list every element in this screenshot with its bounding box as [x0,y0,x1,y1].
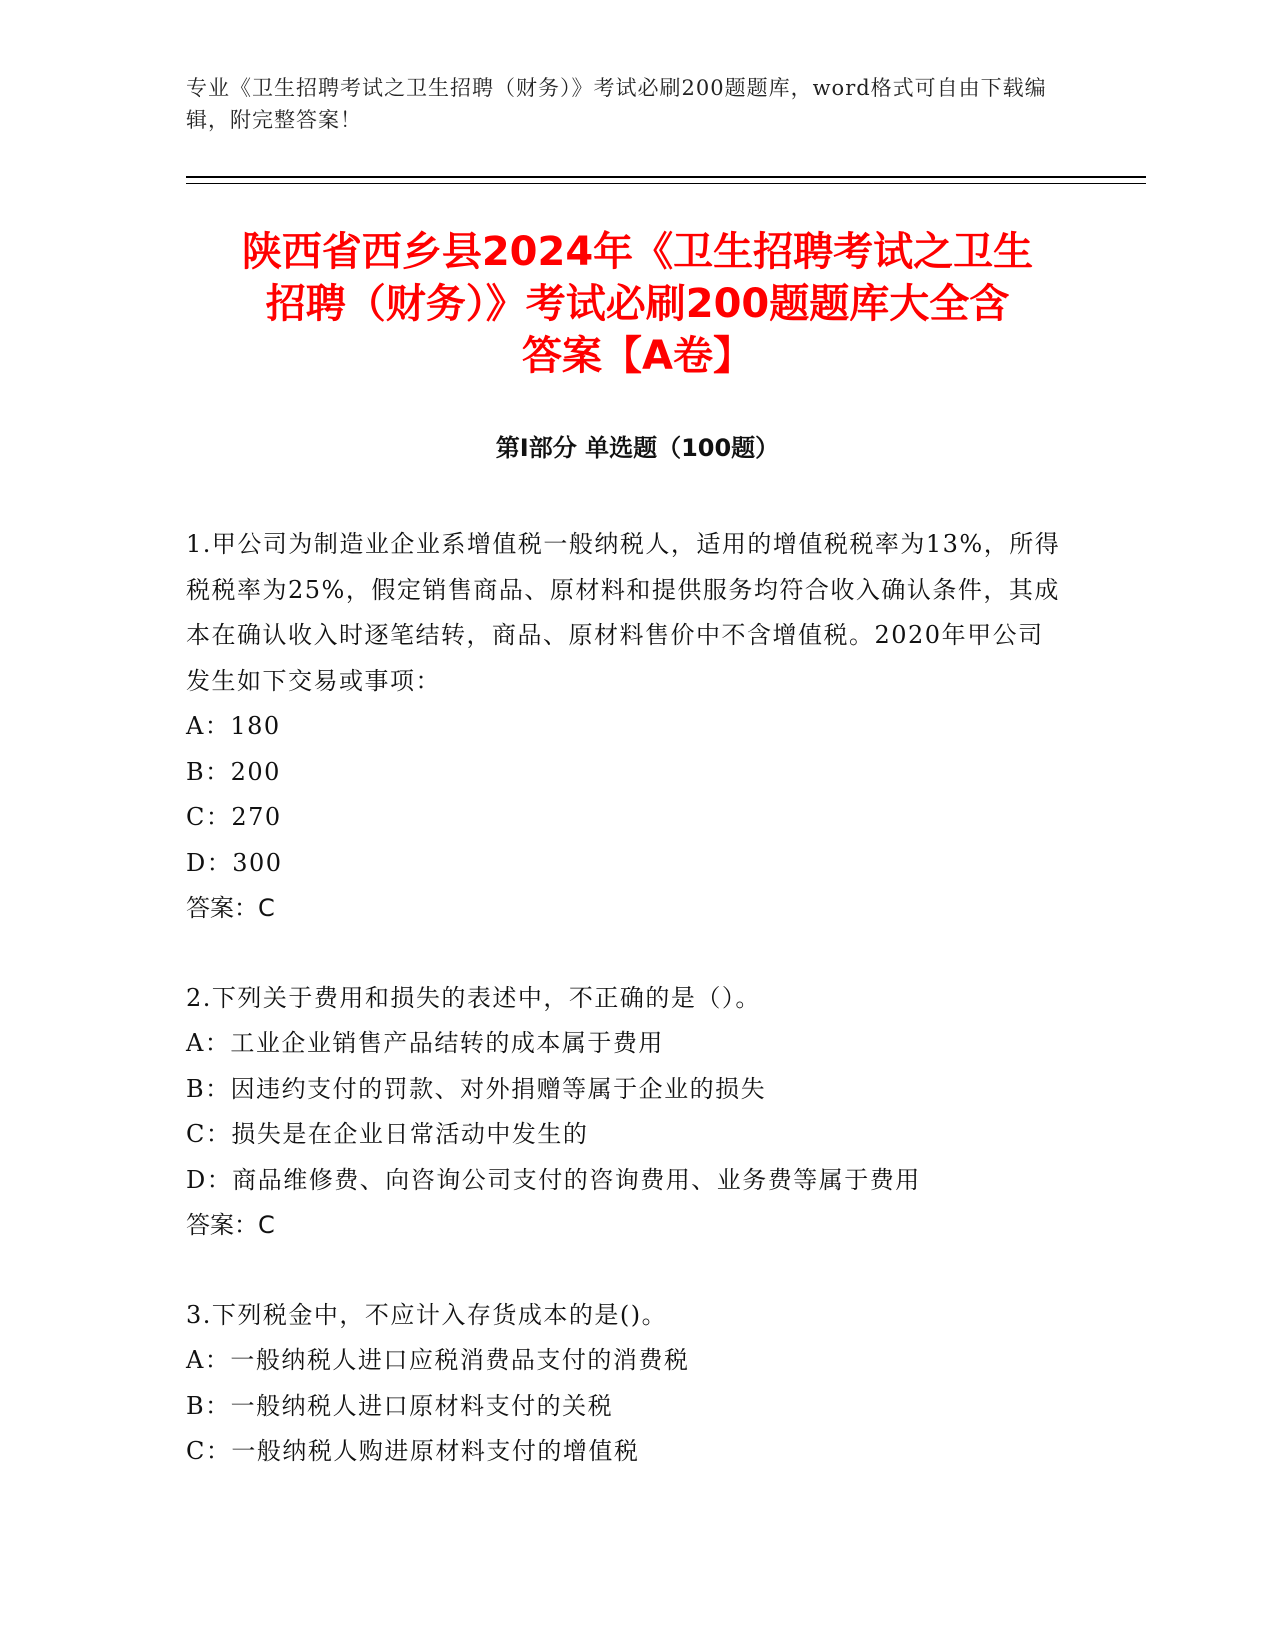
section-heading: 第Ⅰ部分 单选题（100题） [495,434,780,462]
option-c: C：270 [186,803,282,831]
option-c: C：一般纳税人购进原材料支付的增值税 [186,1437,640,1465]
option-d: D：300 [186,848,283,877]
option-a: A：一般纳税人进口应税消费品支付的消费税 [186,1346,690,1374]
answer: 答案：C [186,894,275,922]
question-text: 3.下列税金中，不应计入存货成本的是()。 [186,1300,668,1329]
title-line-3: 答案【A卷】 [522,333,753,379]
header-note: 专业《卫生招聘考试之卫生招聘（财务）》考试必刷200题题库，word格式可自由下载编辑，附完整答案！ [186,76,1047,132]
document-title [140,226,1135,382]
question-text: 1.甲公司为制造业企业系增值税一般纳税人，适用的增值税税率为13%，所得税税率为25%，假定销售商品、原材料和提供服务均符合收入确认条件，其成本在确认收入时逐笔结转，商品、原材料售价中不含增值税。2020年甲公司发生如下交易或事项： [186,530,1061,695]
question-1 [186,522,1066,932]
question-text: 2.下列关于费用和损失的表述中，不正确的是（）。 [186,983,761,1012]
option-b: B：一般纳税人进口原材料支付的关税 [186,1391,614,1420]
option-a: A：180 [186,712,281,740]
option-d: D：商品维修费、向咨询公司支付的咨询费用、业务费等属于费用 [186,1165,921,1194]
option-b: B：因违约支付的罚款、对外捐赠等属于企业的损失 [186,1074,767,1103]
question-list [186,522,1066,1519]
question-2 [186,976,1066,1249]
header-divider-thin [186,183,1146,184]
option-b: B：200 [186,757,281,786]
option-c: C：损失是在企业日常活动中发生的 [186,1120,589,1148]
title-line-2: 招聘（财务）》考试必刷200题题库大全含 [265,281,1010,327]
question-3 [186,1293,1066,1475]
option-a: A：工业企业销售产品结转的成本属于费用 [186,1029,664,1057]
title-line-1: 陕西省西乡县2024年《卫生招聘考试之卫生 [241,229,1034,275]
answer: 答案：C [186,1211,275,1239]
header-divider-thick [186,176,1146,178]
